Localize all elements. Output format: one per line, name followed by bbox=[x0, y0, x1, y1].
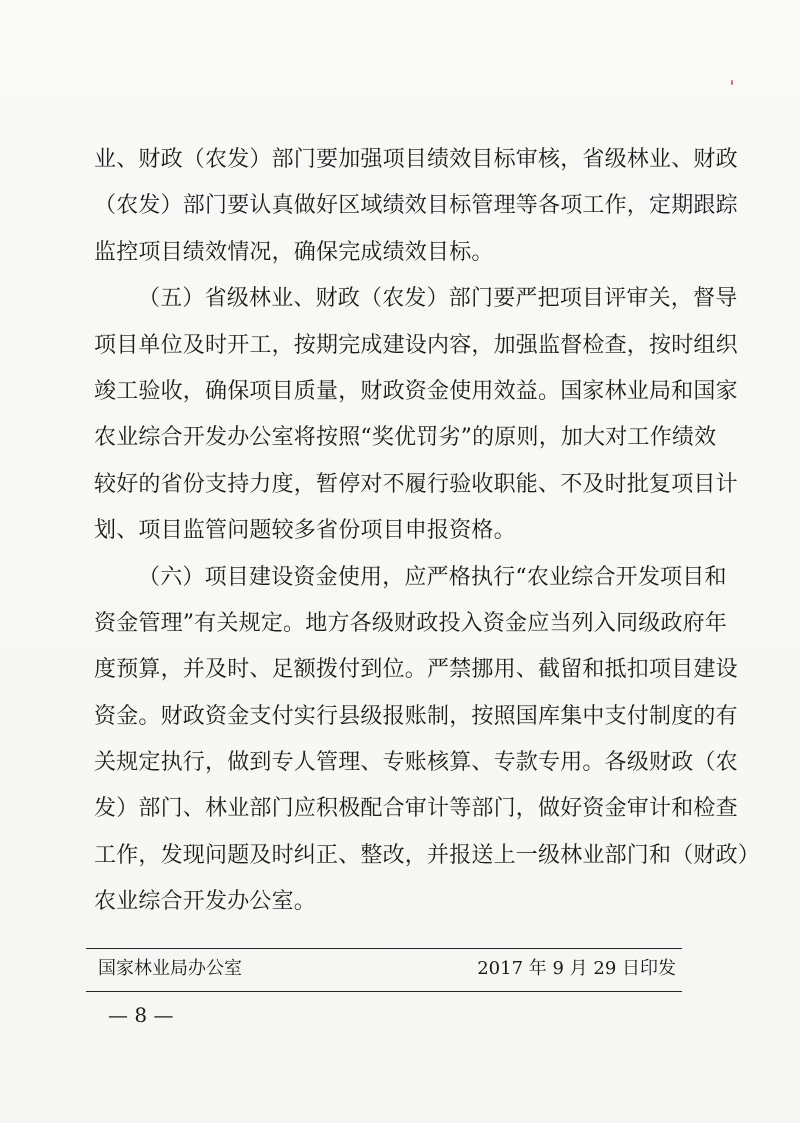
body-line: 监控项目绩效情况，确保完成绩效目标。 bbox=[94, 239, 494, 265]
body-line: 竣工验收，确保项目质量，财政资金使用效益。国家林业局和国家 bbox=[94, 378, 738, 404]
footer-print-date: 2017 年 9 月 29 日印发 bbox=[477, 958, 676, 979]
body-line: 农业综合开发办公室。 bbox=[94, 889, 317, 915]
paragraph-5-start: （五）省级林业、财政（农发）部门要严把项目评审关，督导 bbox=[138, 286, 738, 312]
body-line: 业、财政（农发）部门要加强项目绩效目标审核，省级林业、财政 bbox=[94, 147, 738, 172]
scan-mark bbox=[731, 80, 733, 85]
footer-issuer: 国家林业局办公室 bbox=[98, 958, 242, 979]
body-line: 关规定执行，做到专人管理、专账核算、专款专用。各级财政（农 bbox=[94, 750, 738, 776]
body-line: 工作，发现问题及时纠正、整改，并报送上一级林业部门和（财政） bbox=[94, 842, 761, 868]
body-line: 划、项目监管问题较多省份项目申报资格。 bbox=[94, 518, 516, 544]
footer-divider-top bbox=[86, 948, 682, 949]
body-line: 资金管理”有关规定。地方各级财政投入资金应当列入同级政府年 bbox=[94, 610, 728, 636]
body-line: 发）部门、林业部门应积极配合审计等部门，做好资金审计和检查 bbox=[94, 796, 738, 822]
body-line: （农发）部门要认真做好区域绩效目标管理等各项工作，定期跟踪 bbox=[94, 193, 738, 219]
body-line: 较好的省份支持力度，暂停对不履行验收职能、不及时批复项目计 bbox=[94, 471, 738, 497]
body-line: 农业综合开发办公室将按照“奖优罚劣”的原则，加大对工作绩效 bbox=[94, 425, 717, 451]
body-line: 资金。财政资金支付实行县级报账制，按照国库集中支付制度的有 bbox=[94, 703, 738, 729]
paragraph-6-start: （六）项目建设资金使用，应严格执行“农业综合开发项目和 bbox=[138, 564, 727, 590]
page-number: — 8 — bbox=[108, 1003, 174, 1027]
body-line: 项目单位及时开工，按期完成建设内容，加强监督检查，按时组织 bbox=[94, 332, 738, 358]
footer-divider-bottom bbox=[86, 991, 682, 992]
document-body bbox=[94, 142, 761, 931]
body-line: 度预算，并及时、足额拨付到位。严禁挪用、截留和抵扣项目建设 bbox=[94, 657, 738, 683]
